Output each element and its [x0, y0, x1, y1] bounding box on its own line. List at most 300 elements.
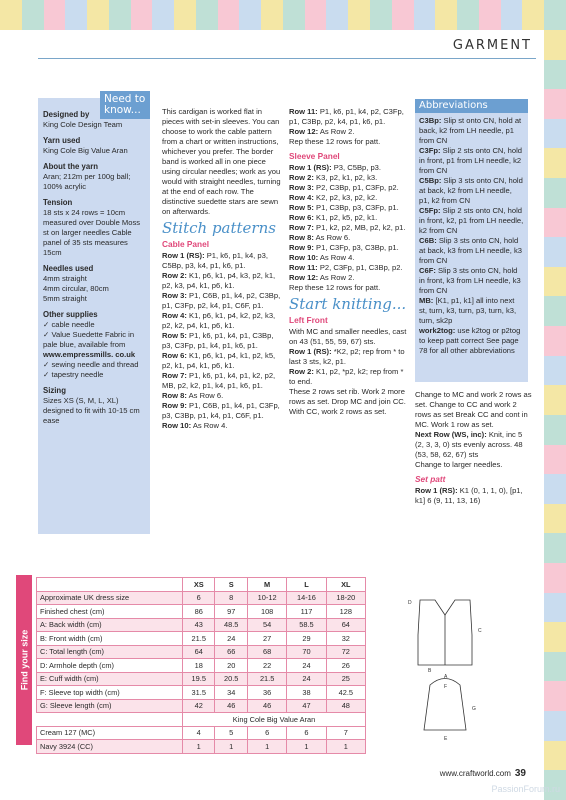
table-row: [37, 591, 366, 605]
stripe: [109, 0, 131, 30]
row-label: Row 10:: [162, 421, 192, 430]
row-text: P1, k6, p1, k4, p1, k2, p2, MB, p2, k2, p1, k4, p1, k6, p1.: [162, 371, 276, 390]
pattern-row: [419, 116, 524, 146]
side-stripe: [544, 60, 566, 90]
pattern-row: [162, 371, 282, 391]
table-cell: 58.5: [287, 618, 326, 632]
stitch-patterns-heading: Stitch patterns: [162, 219, 276, 237]
row-label: Approximate UK dress size: [37, 591, 183, 605]
side-stripe: [544, 711, 566, 741]
row-label: Row 6:: [289, 213, 314, 222]
stripe: [435, 0, 457, 30]
table-cell: 54: [247, 618, 286, 632]
cable-rows-cont: [289, 107, 407, 137]
table-cell: 24: [287, 659, 326, 673]
column-4: [415, 390, 533, 506]
pattern-row: [419, 206, 524, 236]
table-cell: 64: [326, 618, 365, 632]
table-cell: 22: [247, 659, 286, 673]
label-d: D: [408, 600, 412, 606]
row-label: C6B:: [419, 236, 437, 245]
row-label: Row 10:: [289, 253, 319, 262]
stripe: [152, 0, 174, 30]
table-cell: 24: [287, 672, 326, 686]
stripe: [87, 0, 109, 30]
row-text: K1, p6, k1, p4, k2, p2, k3, p2, k2, p4, k1, p6, k1.: [162, 311, 276, 330]
table-cell: 27: [247, 632, 286, 646]
table-cell: 64: [183, 645, 215, 659]
watermark: PassionForum.ru: [491, 784, 560, 794]
row-text: P1, C3Bp, p3, C3Fp, p1.: [316, 203, 399, 212]
stripe: [0, 0, 22, 30]
table-cell: 4: [183, 726, 215, 740]
row-text: As Row 2.: [319, 127, 355, 136]
left-front-heading: Left Front: [289, 315, 328, 325]
side-stripe: [544, 296, 566, 326]
designed-by-heading: Designed by: [43, 110, 90, 119]
pattern-row: [289, 127, 407, 137]
find-your-size-tab: [16, 575, 32, 745]
table-row: [37, 659, 366, 673]
table-cell: 20.5: [215, 672, 247, 686]
row-label: Row 12:: [289, 127, 319, 136]
table-cell: 47: [287, 699, 326, 713]
pattern-row: [289, 213, 407, 223]
stripe: [370, 0, 392, 30]
stripe: [22, 0, 44, 30]
stripe: [44, 0, 66, 30]
yarn-label: King Cole Big Value Aran: [183, 713, 366, 727]
row-text: P3, C5Bp, p3.: [333, 163, 382, 172]
row-text: P1, C3Fp, p3, C3Bp, p1.: [316, 243, 399, 252]
row-label: Row 4:: [162, 311, 187, 320]
col4-text: Change to MC and work 2 rows as set. Change to CC and work 2 rows as set Break CC and cont in MC. Work 1 row as set.: [415, 390, 532, 429]
table-cell: 7: [326, 726, 365, 740]
stripe: [326, 0, 348, 30]
row-text: Slip 3 sts onto CN, hold in front, k3 from LH needle, k3 from CN: [419, 266, 521, 295]
needle-item: 4mm straight: [43, 274, 87, 283]
side-stripe: [544, 356, 566, 386]
row-label: B: Front width (cm): [37, 632, 183, 646]
side-stripe: [544, 119, 566, 149]
tension: 18 sts x 24 rows = 10cm measured over Double Moss st on larger needles Cable panel of 35 sts measures 15cm: [43, 208, 141, 257]
label-e: E: [444, 736, 448, 742]
pattern-row: [289, 243, 407, 253]
stripe: [348, 0, 370, 30]
table-cell: 1: [183, 740, 215, 754]
row-text: P2, C3Bp, p1, C3Fp, p2.: [316, 183, 399, 192]
row-label: E: Cuff width (cm): [37, 672, 183, 686]
pattern-row: [289, 233, 407, 243]
row-text: P1, k6, p1, k4, p3, C5Bp, p3, k4, p1, k6, p1.: [162, 251, 268, 270]
side-stripe: [544, 89, 566, 119]
table-cell: 24: [215, 632, 247, 646]
pattern-row: [162, 331, 282, 351]
table-cell: 38: [287, 686, 326, 700]
about-yarn: Aran; 212m per 100g ball; 100% acrylic: [43, 172, 131, 191]
table-cell: 1: [215, 740, 247, 754]
table-cell: 1: [326, 740, 365, 754]
supply-item: ✓ Value Suedette Fabric in pale blue, available from: [43, 330, 135, 349]
row-label: Row 1 (RS):: [289, 347, 332, 356]
row-label: Row 2:: [162, 271, 187, 280]
garment-schematic: [400, 590, 510, 750]
table-cell: 6: [247, 726, 286, 740]
side-stripe: [544, 533, 566, 563]
row-label: D: Armhole depth (cm): [37, 659, 183, 673]
table-cell: 8: [215, 591, 247, 605]
left-front-rows: [289, 347, 407, 387]
row-label: Row 9:: [289, 243, 314, 252]
row-text: P1, k6, p1, k4, p1, C3Bp, p3, C3Fp, p1, k4, p1, k6, p1.: [162, 331, 274, 350]
stripe: [544, 0, 566, 30]
left-front-intro: With MC and smaller needles, cast on 43 (51, 55, 59, 67) sts.: [289, 327, 407, 346]
side-stripe: [544, 504, 566, 534]
table-cell: 42.5: [326, 686, 365, 700]
table-cell: 19.5: [183, 672, 215, 686]
row-text: [K1, p1, k1] all into next st, turn, k3, turn, p3, turn, k3, turn, sk2p: [419, 296, 517, 325]
row-text: As Row 4.: [319, 253, 355, 262]
table-cell: 36: [247, 686, 286, 700]
pattern-row: [289, 107, 407, 127]
size-header: XS: [183, 578, 215, 592]
side-stripe: [544, 593, 566, 623]
side-stripe: [544, 415, 566, 445]
table-row: [37, 605, 366, 619]
size-header: XL: [326, 578, 365, 592]
size-header: M: [247, 578, 286, 592]
tension-heading: Tension: [43, 198, 73, 207]
designed-by: King Cole Design Team: [43, 120, 123, 129]
stripe: [305, 0, 327, 30]
side-stripes: [544, 30, 566, 800]
side-stripe: [544, 622, 566, 652]
row-text: Slip 2 sts onto CN, hold in front, k2, p1 from LH needle, k2 from CN: [419, 206, 524, 235]
table-row: [37, 618, 366, 632]
side-stripe: [544, 385, 566, 415]
row-label: MB:: [419, 296, 434, 305]
pattern-row: [289, 183, 407, 193]
row-label: C3Fp:: [419, 146, 441, 155]
top-stripes: [0, 0, 566, 30]
pattern-row: [289, 367, 407, 387]
row-label: Row 2:: [289, 173, 314, 182]
pattern-row: [289, 347, 407, 367]
table-cell: 46: [215, 699, 247, 713]
stripe: [522, 0, 544, 30]
row-label: Row 5:: [289, 203, 314, 212]
row-label: G: Sleeve length (cm): [37, 699, 183, 713]
stripe: [283, 0, 305, 30]
row-label: Finished chest (cm): [37, 605, 183, 619]
left-front-after: These 2 rows set rib. Work 2 more rows as set. Drop MC and join CC. With CC, work 2 rows as set.: [289, 387, 406, 416]
table-cell: 72: [326, 645, 365, 659]
side-stripe: [544, 178, 566, 208]
set-patt-heading: Set patt: [415, 474, 446, 484]
header-blank: [37, 578, 183, 592]
table-row: [37, 672, 366, 686]
pattern-row: [419, 176, 524, 206]
row-text: As Row 6.: [188, 391, 224, 400]
needle-item: 5mm straight: [43, 294, 87, 303]
row-label: C5Fp:: [419, 206, 441, 215]
row-label: work2tog:: [419, 326, 456, 335]
cable-rows: [162, 251, 282, 431]
row-label: F: Sleeve top width (cm): [37, 686, 183, 700]
pattern-row: [289, 203, 407, 213]
page-number: 39: [514, 768, 526, 779]
table-cell: 108: [247, 605, 286, 619]
row-label: Row 4:: [289, 193, 314, 202]
sizing: Sizes XS (S, M, L, XL) designed to fit with 10-15 cm ease: [43, 396, 140, 425]
pattern-row: [289, 273, 407, 283]
side-stripe: [544, 563, 566, 593]
side-stripe: [544, 445, 566, 475]
row-text: As Row 4.: [192, 421, 228, 430]
table-row: [37, 632, 366, 646]
pattern-row: [289, 193, 407, 203]
abbreviations-panel: [415, 99, 528, 382]
table-row: [37, 699, 366, 713]
side-stripe: [544, 474, 566, 504]
row-text: *K2, p2; rep from * to last 3 sts, k2, p1.: [289, 347, 405, 366]
side-stripe: [544, 681, 566, 711]
row-label: C: Total length (cm): [37, 645, 183, 659]
side-stripe: [544, 208, 566, 238]
repeat-note: Rep these 12 rows for patt.: [289, 137, 381, 146]
stripe: [501, 0, 523, 30]
side-stripe: [544, 326, 566, 356]
table-cell: 66: [215, 645, 247, 659]
row-label: Row 6:: [162, 351, 187, 360]
row-label: C5Bp:: [419, 176, 442, 185]
row-text: P1, C6B, p1, k4, p2, C3Bp, p1, C3Fp, p2, k4, p1, C6F, p1.: [162, 291, 281, 310]
table-cell: 1: [287, 740, 326, 754]
pattern-row: [162, 251, 282, 271]
label-a: A: [444, 674, 448, 680]
next-row-text: Knit, inc 5 (2, 3, 3, 0) sts evenly across. 48 (53, 58, 62, 67) sts: [415, 430, 523, 459]
stripe: [131, 0, 153, 30]
stripe: [218, 0, 240, 30]
table-cell: 32: [326, 632, 365, 646]
row-label: Row 7:: [289, 223, 314, 232]
table-cell: 48.5: [215, 618, 247, 632]
pattern-row: [289, 223, 407, 233]
row-label: Row 11:: [289, 107, 318, 116]
side-stripe: [544, 652, 566, 682]
sizing-heading: Sizing: [43, 386, 66, 395]
stripe: [239, 0, 261, 30]
abbreviations-list: [415, 113, 528, 359]
needle-item: 4mm circular, 80cm: [43, 284, 109, 293]
table-row: [37, 740, 366, 754]
table-cell: 1: [247, 740, 286, 754]
about-yarn-heading: About the yarn: [43, 162, 99, 171]
pattern-row: [419, 326, 524, 356]
table-cell: 43: [183, 618, 215, 632]
row-text: K3, p2, k1, p2, k3.: [316, 173, 378, 182]
pattern-row: [289, 173, 407, 183]
row-text: K1, p2, k5, p2, k1.: [316, 213, 378, 222]
size-header: L: [287, 578, 326, 592]
divider: [38, 58, 536, 59]
supplier-link[interactable]: www.empressmills. co.uk: [43, 350, 136, 359]
row-text: P2, C3Fp, p1, C3Bp, p2.: [319, 263, 403, 272]
row-label: Row 1 (RS):: [289, 163, 332, 172]
table-cell: 6: [183, 591, 215, 605]
row-text: K1, p6, k1, p4, k1, p2, k5, p2, k1, p4, k1, p6, k1.: [162, 351, 276, 370]
yarn-used-heading: Yarn used: [43, 136, 81, 145]
row-text: As Row 2.: [319, 273, 355, 282]
row-label: Navy 3924 (CC): [37, 740, 183, 754]
table-cell: 20: [215, 659, 247, 673]
side-stripe: [544, 267, 566, 297]
row-label: Row 5:: [162, 331, 187, 340]
pattern-row: [162, 401, 282, 421]
row-label: Cream 127 (MC): [37, 726, 183, 740]
table-cell: 26: [326, 659, 365, 673]
start-knitting-heading: Start knitting...: [289, 295, 407, 313]
table-cell: 70: [287, 645, 326, 659]
row-label: A: Back width (cm): [37, 618, 183, 632]
sleeve-rows: [289, 163, 407, 283]
stripe: [457, 0, 479, 30]
label-c: C: [478, 628, 482, 634]
table-cell: 6: [287, 726, 326, 740]
need-to-know-badge: Need to know...: [100, 91, 150, 119]
table-cell: 117: [287, 605, 326, 619]
row-text: K1, p2, *p2, k2; rep from * to end.: [289, 367, 404, 386]
row-label: C3Bp:: [419, 116, 442, 125]
row-label: Row 7:: [162, 371, 187, 380]
label-g: G: [472, 706, 476, 712]
col4-text2: Change to larger needles.: [415, 460, 503, 469]
table-row: [37, 645, 366, 659]
pattern-row: [162, 351, 282, 371]
row-text: use k2tog or p2tog to keep patt correct See page 78 for all other abbreviations: [419, 326, 521, 355]
pattern-row: [162, 311, 282, 331]
row-label: Row 8:: [162, 391, 187, 400]
side-stripe: [544, 148, 566, 178]
stripe: [261, 0, 283, 30]
supply-item: ✓ sewing needle and thread: [43, 360, 139, 369]
pattern-row: [419, 266, 524, 296]
supplies-heading: Other supplies: [43, 310, 98, 319]
row-label: Row 1 (RS):: [162, 251, 205, 260]
table-cell: 46: [247, 699, 286, 713]
label-f: F: [444, 684, 448, 690]
row-text: K1, p6, k1, p4, k3, p2, k1, p2, k3, p4, k1, p6, k1.: [162, 271, 276, 290]
intro-text: This cardigan is worked flat in pieces with set-in sleeves. You can choose to work the cable pattern from a chart or written instructions, whichever you prefer. The border band is worked all in one piece using circular needles; work as you would with straight needles, turning at the end of each row. The distinctive suedette stars are sewn on afterwards.: [162, 107, 281, 216]
table-cell: 29: [287, 632, 326, 646]
pattern-row: [419, 296, 524, 326]
find-your-size-label: Find your size: [19, 629, 30, 691]
row-label: C6F:: [419, 266, 436, 275]
pattern-row: [419, 236, 524, 266]
row-text: Slip 3 sts onto CN, hold at back, k2 from LH needle, p1, k2 from CN: [419, 176, 523, 205]
need-to-know-panel: [38, 98, 150, 534]
footer-url[interactable]: www.craftworld.com: [439, 769, 511, 778]
pattern-row: [419, 146, 524, 176]
table-cell: 18: [183, 659, 215, 673]
next-row-label: Next Row (WS, inc):: [415, 430, 487, 439]
table-row: [37, 726, 366, 740]
table-cell: 48: [326, 699, 365, 713]
column-1: [162, 107, 282, 431]
row1-text: K1 (0, 1, 1, 0), [p1, k1] 6 (9, 11, 13, 16): [415, 486, 523, 505]
stripe: [479, 0, 501, 30]
pattern-row: [162, 271, 282, 291]
row-text: Slip st onto CN, hold at back, k2 from LH needle, p1 from CN: [419, 116, 522, 145]
pattern-row: [289, 253, 407, 263]
row-label: Row 3:: [289, 183, 314, 192]
table-cell: 21.5: [247, 672, 286, 686]
table-cell: 86: [183, 605, 215, 619]
row-label: Row 12:: [289, 273, 319, 282]
side-stripe: [544, 237, 566, 267]
table-cell: 21.5: [183, 632, 215, 646]
table-cell: 18-20: [326, 591, 365, 605]
row-text: K2, p2, k3, p2, k2.: [316, 193, 378, 202]
label-b: B: [428, 668, 432, 674]
table-cell: 128: [326, 605, 365, 619]
row-text: P1, k2, p2, MB, p2, k2, p1.: [316, 223, 406, 232]
row-text: P1, k6, p1, k4, p2, C3Fp, p1, C3Bp, p2, k4, p1, k6, p1.: [289, 107, 404, 126]
row-label: Row 2:: [289, 367, 314, 376]
table-row: [37, 686, 366, 700]
section-title: GARMENT: [452, 38, 532, 53]
abbreviations-heading: Abbreviations: [415, 99, 528, 113]
table-cell: 14-16: [287, 591, 326, 605]
table-cell: 42: [183, 699, 215, 713]
yarn-label-row: [37, 713, 366, 727]
table-cell: 34: [215, 686, 247, 700]
size-header: S: [215, 578, 247, 592]
row-text: Slip 3 sts onto CN, hold at back, k3 from LH needle, k3 from CN: [419, 236, 522, 265]
column-2: [289, 107, 407, 417]
row-label: Row 8:: [289, 233, 314, 242]
stripe: [65, 0, 87, 30]
side-stripe: [544, 741, 566, 771]
pattern-row: [289, 163, 407, 173]
table-cell: 68: [247, 645, 286, 659]
size-table: [36, 577, 366, 754]
cable-panel-heading: Cable Panel: [162, 239, 210, 249]
stripe: [414, 0, 436, 30]
pattern-row: [162, 391, 282, 401]
side-stripe: [544, 30, 566, 60]
table-cell: 5: [215, 726, 247, 740]
row-text: P1, C6B, p1, k4, p1, C3Fp, p3, C3Bp, p1, k4, p1, C6F, p1.: [162, 401, 280, 420]
stripe: [392, 0, 414, 30]
row-label: Row 9:: [162, 401, 187, 410]
row-label: Row 3:: [162, 291, 187, 300]
repeat-note: Rep these 12 rows for patt.: [289, 283, 381, 292]
stripe: [174, 0, 196, 30]
footer: [440, 768, 526, 779]
table-cell: 25: [326, 672, 365, 686]
yarn-used: King Cole Big Value Aran: [43, 146, 128, 155]
table-cell: 97: [215, 605, 247, 619]
pattern-row: [162, 291, 282, 311]
stripe: [196, 0, 218, 30]
supply-item: ✓ cable needle: [43, 320, 95, 329]
table-cell: 10-12: [247, 591, 286, 605]
pattern-row: [289, 263, 407, 273]
table-cell: 31.5: [183, 686, 215, 700]
needles-heading: Needles used: [43, 264, 94, 273]
row-label: Row 11:: [289, 263, 318, 272]
